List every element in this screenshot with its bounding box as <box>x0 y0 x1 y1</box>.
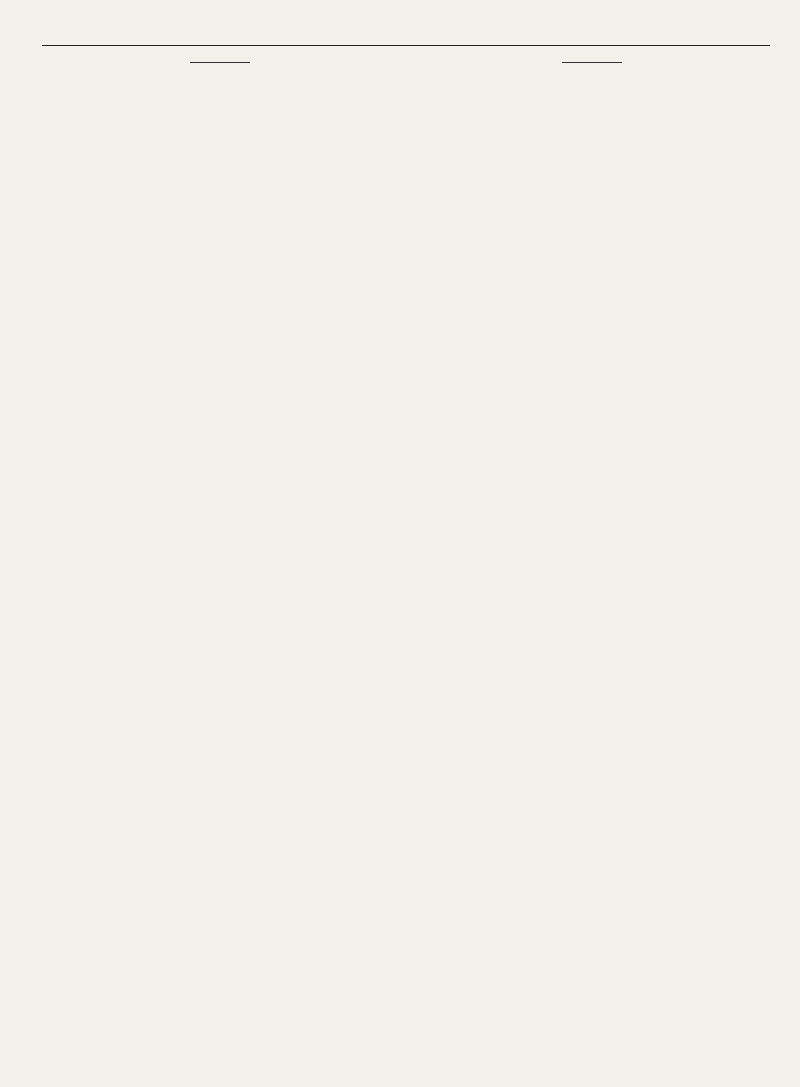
section-divider <box>562 62 622 63</box>
journal-page <box>42 24 770 1074</box>
right-column <box>414 52 770 73</box>
section-divider <box>190 62 250 63</box>
left-column <box>42 52 398 73</box>
running-header <box>42 24 770 46</box>
